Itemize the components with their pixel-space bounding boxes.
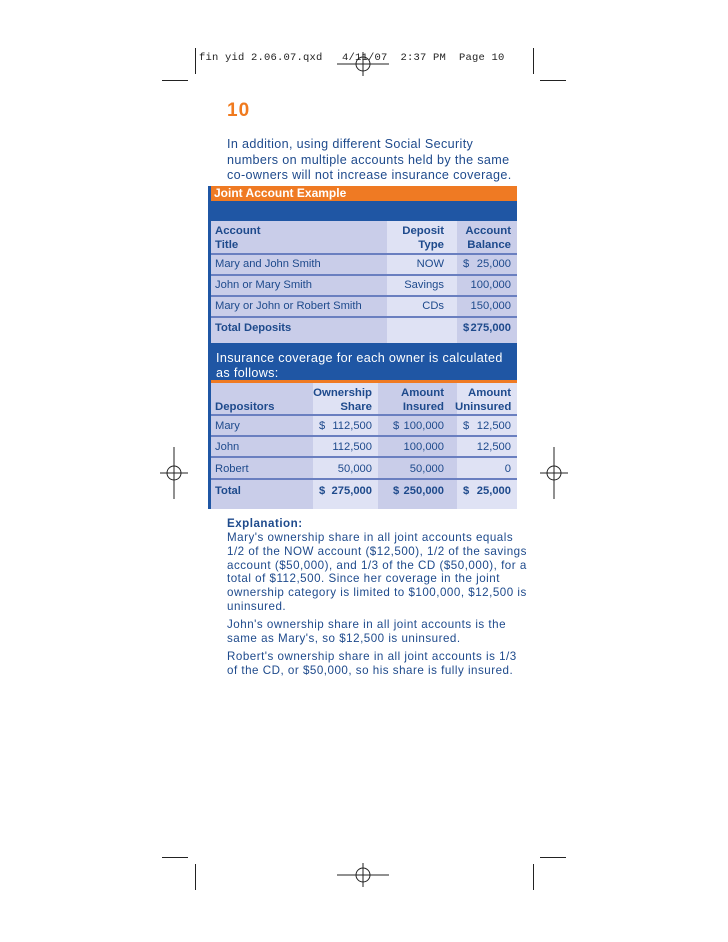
uninsured-cell: 12,500 — [476, 441, 511, 453]
joint-example-blue-band — [208, 201, 517, 221]
insured-cell: 100,000 — [403, 420, 444, 432]
account-title-cell: John or Mary Smith — [215, 279, 312, 291]
registration-mark-icon — [337, 863, 389, 887]
currency-symbol: $ — [319, 485, 326, 497]
crop-mark — [162, 857, 188, 858]
insured-cell: 50,000 — [409, 463, 444, 475]
header-account-balance: Account Balance — [465, 225, 511, 251]
explanation-label: Explanation: — [227, 517, 303, 530]
account-title-cell: Mary or John or Robert Smith — [215, 300, 362, 312]
intro-paragraph: In addition, using different Social Security numbers on multiple accounts held by the same co-owners will not increase insurance coverage. — [227, 137, 512, 182]
joint-example-title-bar — [208, 186, 517, 201]
currency-symbol: $ — [463, 258, 470, 270]
deposit-type-cell: CDs — [422, 300, 444, 312]
table-rule — [211, 414, 517, 416]
total-balance-cell: 275,000 — [470, 322, 511, 334]
currency-symbol: $ — [463, 322, 470, 334]
table-rule — [211, 295, 517, 297]
total-deposits-label: Total Deposits — [215, 322, 292, 334]
coverage-left-edge — [208, 343, 211, 509]
registration-mark-icon — [337, 52, 389, 76]
print-slug: fin yid 2.06.07.qxd 4/11/07 2:37 PM Page 10 — [199, 52, 505, 64]
header-ownership-share: Ownership Share — [313, 387, 372, 413]
crop-mark — [533, 48, 534, 74]
joint-example-title: Joint Account Example — [214, 186, 347, 200]
balance-cell: 100,000 — [470, 279, 511, 291]
currency-symbol: $ — [463, 485, 470, 497]
currency-symbol: $ — [393, 420, 400, 432]
explanation-paragraph-3: Robert's ownership share in all joint accounts is 1/3 of the CD, or $50,000, so his share is fully insured. — [227, 650, 517, 677]
total-label: Total — [215, 485, 241, 497]
header-amount-insured: Amount Insured — [400, 387, 444, 413]
account-title-cell: Mary and John Smith — [215, 258, 321, 270]
uninsured-cell: 0 — [504, 463, 511, 475]
total-uninsured-cell: 25,000 — [476, 485, 511, 497]
currency-symbol: $ — [319, 420, 326, 432]
currency-symbol: $ — [463, 420, 470, 432]
total-ownership-cell: 275,000 — [331, 485, 372, 497]
header-depositors: Depositors — [215, 401, 275, 413]
registration-mark-icon — [160, 447, 188, 499]
ownership-cell: 112,500 — [332, 441, 372, 453]
page-number: 10 — [227, 100, 251, 121]
registration-mark-icon — [540, 447, 568, 499]
table-rule — [211, 478, 517, 480]
uninsured-cell: 12,500 — [476, 420, 511, 432]
depositor-name: John — [215, 441, 240, 453]
total-insured-cell: 250,000 — [403, 485, 444, 497]
deposit-type-cell: Savings — [404, 279, 444, 291]
table-rule — [211, 435, 517, 437]
ownership-cell: 50,000 — [337, 463, 372, 475]
balance-cell: 150,000 — [470, 300, 511, 312]
joint-example-left-edge — [208, 186, 211, 343]
header-account: Account Title — [215, 225, 261, 251]
deposit-type-cell: NOW — [416, 258, 444, 270]
explanation-paragraph-1: Mary's ownership share in all joint accounts equals 1/2 of the NOW account ($12,500), 1/2 of the savings account ($50,000), and 1/3 of the CD ($50,000), for a total of $112,500. Since her coverage in the joint ownership category is limited to $100,000, $12,500 is uninsured. — [227, 531, 527, 613]
header-amount-uninsured: Amount Uninsured — [455, 387, 512, 413]
table-rule — [211, 253, 517, 255]
coverage-heading: Insurance coverage for each owner is calculated as follows: — [216, 351, 503, 380]
table-rule — [211, 456, 517, 458]
explanation-paragraph-2: John's ownership share in all joint accounts is the same as Mary's, so $12,500 is uninsured. — [227, 618, 507, 645]
currency-symbol: $ — [393, 485, 400, 497]
crop-mark — [195, 864, 196, 890]
ownership-cell: 112,500 — [332, 420, 372, 432]
balance-cell: 25,000 — [476, 258, 511, 270]
insured-cell: 100,000 — [403, 441, 444, 453]
crop-mark — [540, 857, 566, 858]
crop-mark — [162, 80, 188, 81]
table-rule — [211, 274, 517, 276]
depositor-name: Mary — [215, 420, 240, 432]
crop-mark — [195, 48, 196, 74]
crop-mark — [540, 80, 566, 81]
table-rule — [211, 316, 517, 318]
header-deposit-type: Deposit Type — [402, 225, 444, 251]
depositor-name: Robert — [215, 463, 249, 475]
crop-mark — [533, 864, 534, 890]
